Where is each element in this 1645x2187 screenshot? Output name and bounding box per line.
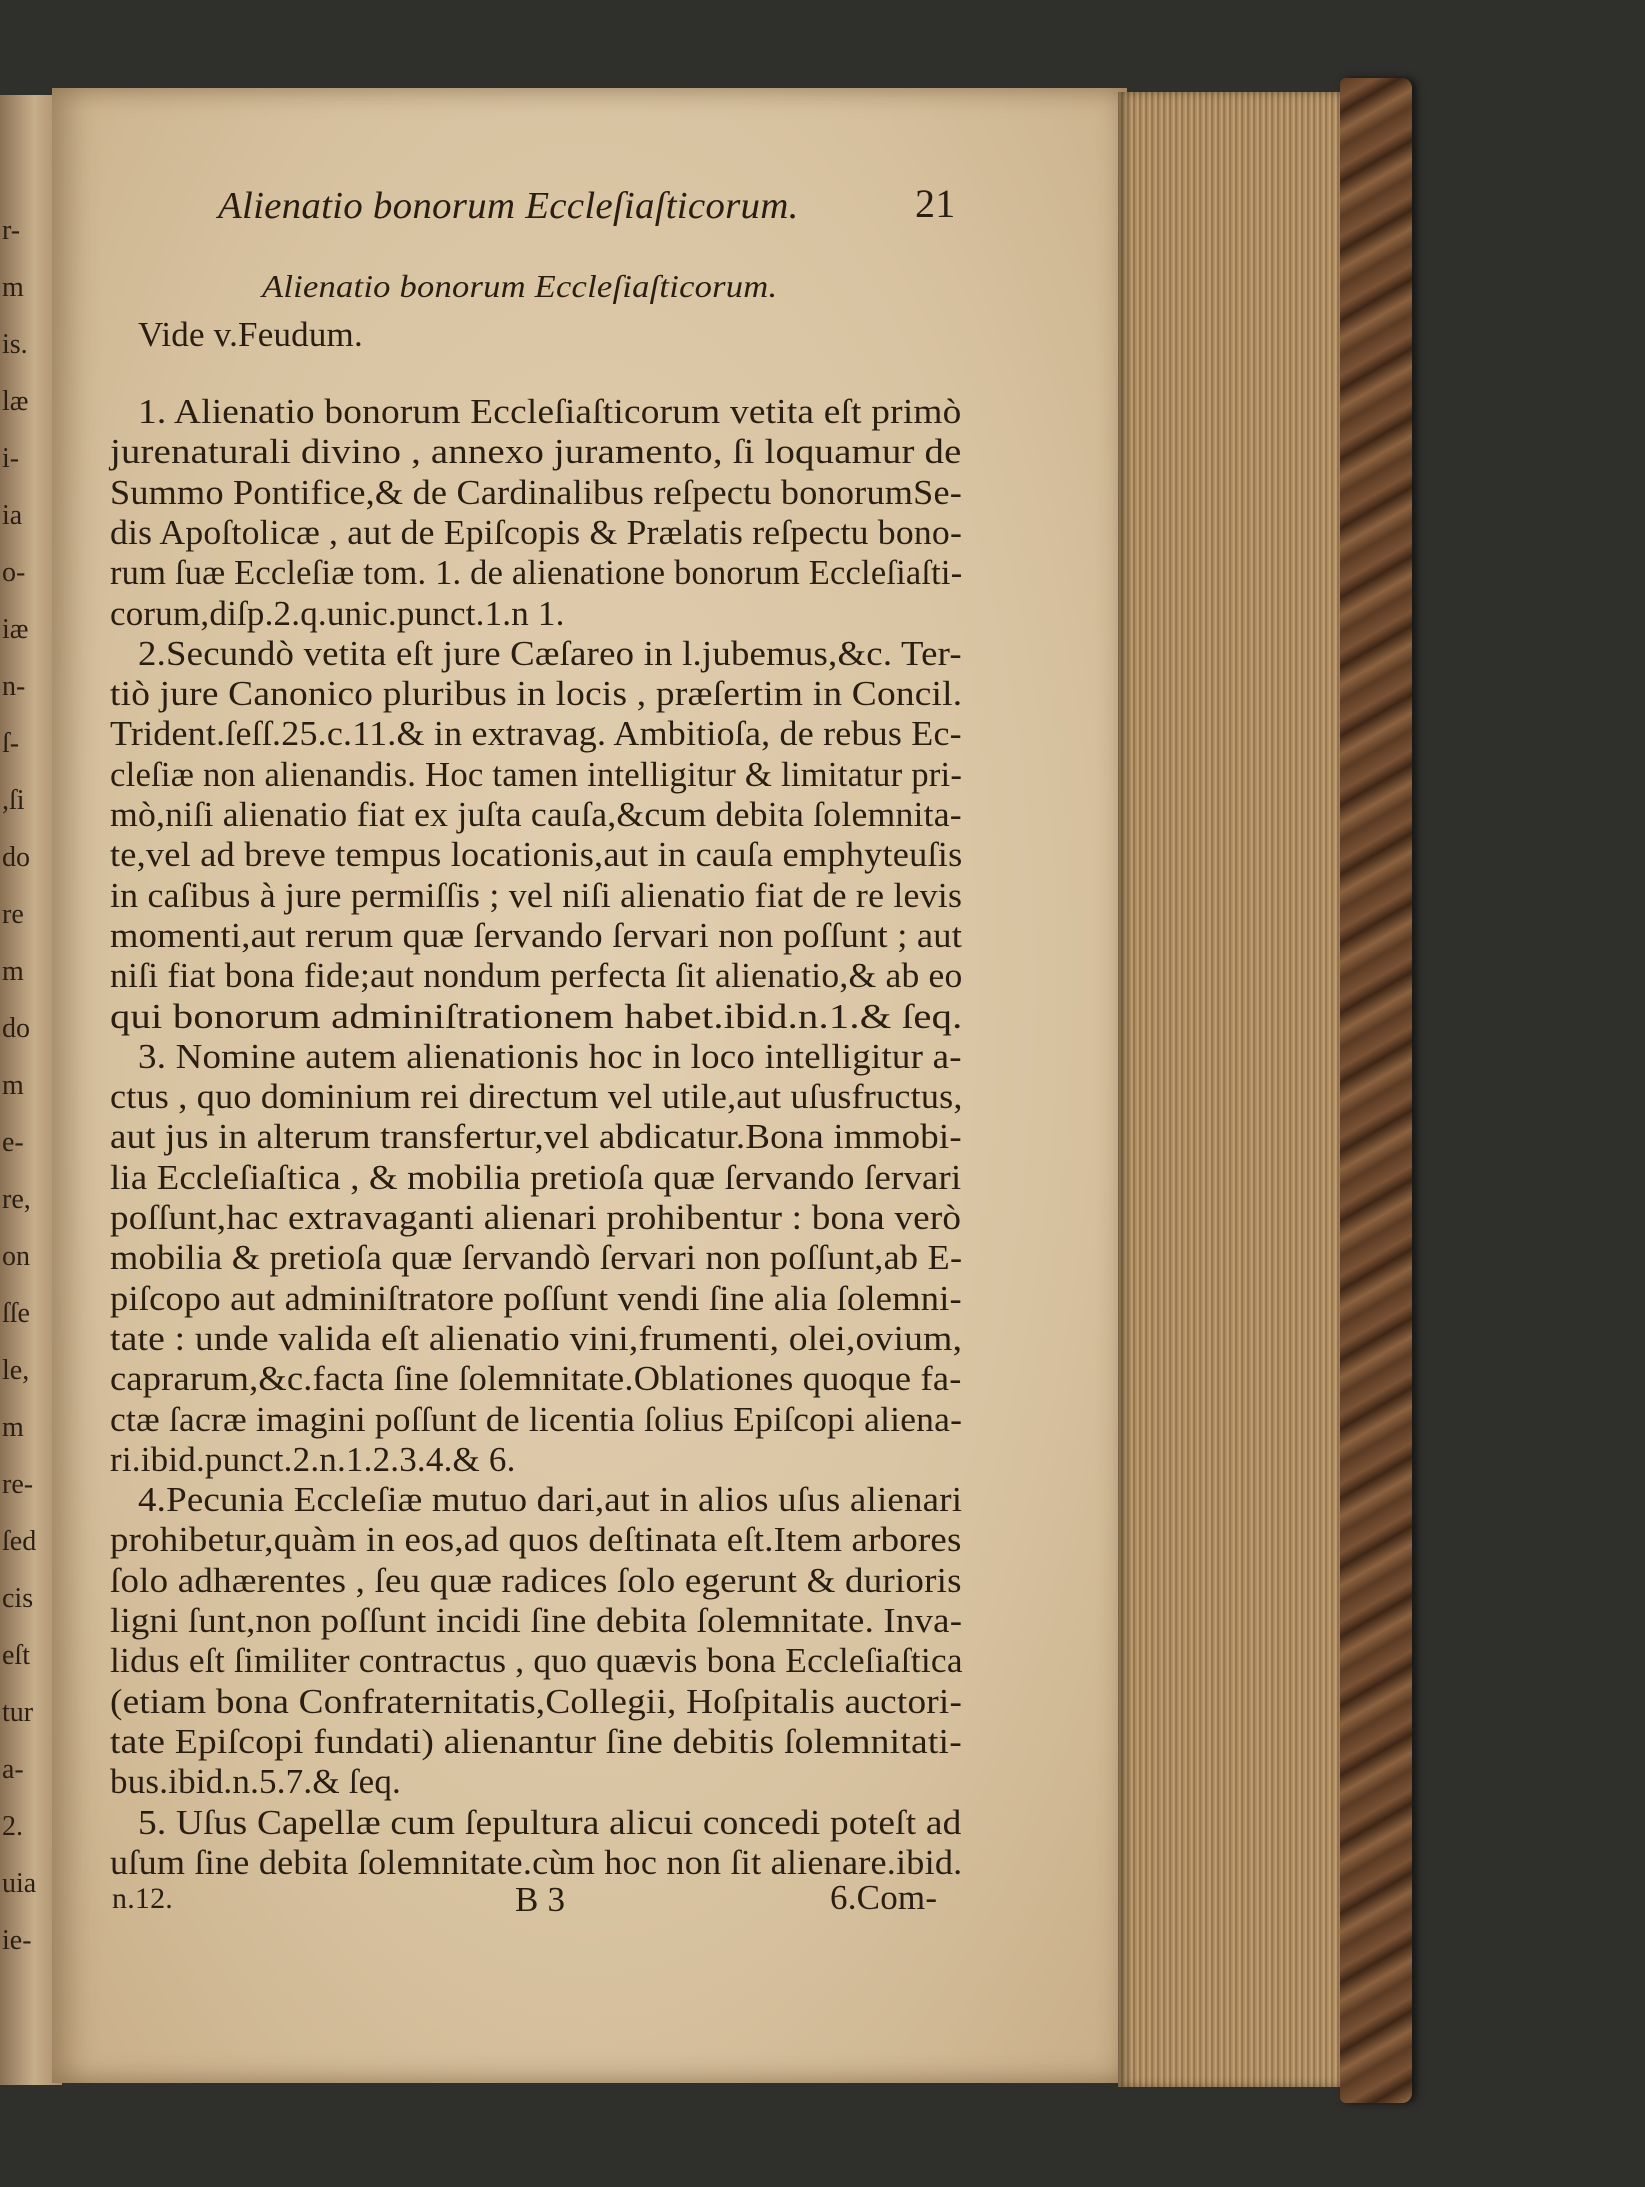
catchword: 6.Com- (830, 1878, 938, 1917)
book-cover (1340, 78, 1412, 2103)
body-line: 5. Uſus Capellæ cum ſepultura alicui concedi poteſt ad (138, 1802, 962, 1842)
left-page-fragment-text: do (2, 1013, 30, 1044)
body-line: Summo Pontifice,& de Cardinalibus reſpectu bonorumSe- (110, 472, 963, 512)
body-line: jurenaturali divino , annexo juramento, ſi loquamur de (110, 432, 962, 472)
body-line: momenti,aut rerum quæ ſervando ſervari non poſſunt ; aut (110, 915, 963, 955)
body-line: 1. Alienatio bonorum Eccleſiaſticorum vetita eſt primò (138, 392, 962, 431)
left-page-fragment-text: læ (2, 386, 29, 417)
body-line: ctæ ſacræ imagini poſſunt de licentia ſolius Epiſcopi aliena- (110, 1399, 963, 1439)
left-page-fragment-text: a- (2, 1754, 24, 1785)
body-line: te,vel ad breve tempus locationis,aut in cauſa emphyteuſis (110, 835, 963, 875)
body-line: ri.ibid.punct.2.n.1.2.3.4.& 6. (110, 1439, 516, 1479)
body-line: ctus , quo dominium rei directum vel utile,aut uſusfructus, (110, 1077, 963, 1117)
left-page-fragment-text: re, (2, 1184, 31, 1215)
left-page-fragment-text: is. (2, 329, 28, 360)
left-page-fragment-text: o- (2, 557, 26, 588)
body-line: corum,diſp.2.q.unic.punct.1.n 1. (110, 593, 565, 633)
left-page-fragment-text: cis (2, 1583, 34, 1614)
body-line: niſi fiat bona fide;aut nondum perfecta ſit alienatio,& ab eo (110, 956, 963, 996)
body-line: 4.Pecunia Eccleſiæ mutuo dari,aut in alios uſus alienari (138, 1480, 963, 1520)
body-line: aut jus in alterum transfertur,vel abdicatur.Bona immobi- (110, 1117, 962, 1157)
left-page-fragment-text: re- (2, 1469, 34, 1500)
body-line: qui bonorum adminiſtrationem habet.ibid.n.1.& ſeq. (110, 996, 963, 1036)
body-line: lidus eſt ſimiliter contractus , quo quævis bona Eccleſiaſtica (110, 1641, 963, 1681)
page-number: 21 (915, 181, 956, 226)
left-page-fragment-text: n- (2, 671, 26, 702)
body-line: rum ſuæ Eccleſiæ tom. 1. de alienatione bonorum Eccleſiaſti- (110, 553, 963, 593)
body-line: prohibetur,quàm in eos,ad quos deſtinata eſt.Item arbores (110, 1520, 962, 1560)
page-edges (1118, 92, 1353, 2087)
body-line: uſum ſine debita ſolemnitate.cùm hoc non ſit alienare.ibid. (110, 1842, 963, 1882)
left-page-fragment-text: iæ (2, 614, 29, 645)
body-line: caprarum,&c.facta ſine ſolemnitate.Oblationes quoque fa- (110, 1359, 962, 1399)
left-page-fragment-text: ſſe (2, 1298, 30, 1329)
left-page-fragment-text: m (2, 1412, 24, 1443)
body-line: tiò jure Canonico pluribus in locis , præſertim in Concil. (110, 674, 963, 714)
body-line: poſſunt,hac extravaganti alienari prohibentur : bona verò (110, 1198, 962, 1237)
section-heading: Alienatio bonorum Eccleſiaſticorum. (262, 268, 778, 304)
see-also: Vide v.Feudum. (138, 315, 363, 354)
body-line: lia Eccleſiaſtica , & mobilia pretioſa quæ ſervando ſervari (110, 1157, 962, 1197)
left-page-fragment-text: ſed (2, 1526, 37, 1557)
body-line: ſolo adhærentes , ſeu quæ radices ſolo egerunt & durioris (110, 1560, 962, 1600)
left-page-fragment-text: ſ- (2, 728, 20, 759)
body-line: 2.Secundò vetita eſt jure Cæſareo in l.jubemus,&c. Ter- (138, 633, 962, 673)
body-line: dis Apoſtolicæ , aut de Epiſcopis & Prælatis reſpectu bono- (110, 512, 963, 552)
left-page-fragment-text: ia (2, 500, 23, 531)
left-page-fragment-text: tur (2, 1697, 34, 1728)
body-line: (etiam bona Confraternitatis,Collegii, Hoſpitalis auctori- (110, 1681, 963, 1721)
left-page-fragment-text: eſt (2, 1640, 30, 1671)
body-line: cleſiæ non alienandis. Hoc tamen intelligitur & limitatur pri- (110, 754, 963, 794)
signature-mark: B 3 (515, 1880, 566, 1919)
body-line: bus.ibid.n.5.7.& ſeq. (110, 1762, 402, 1802)
body-line: mobilia & pretioſa quæ ſervandò ſervari non poſſunt,ab E- (110, 1238, 963, 1278)
running-head-title: Alienatio bonorum Eccleſiaſticorum. (218, 185, 799, 227)
body-line: tate Epiſcopi fundati) alienantur ſine debitis ſolemnitati- (110, 1721, 962, 1761)
left-page-fragment-text: ie- (2, 1925, 32, 1956)
body-line: 3. Nomine autem alienationis hoc in loco intelligitur a- (138, 1036, 962, 1076)
left-page-fragment-text: re (2, 899, 24, 930)
left-page-fragment-text: e- (2, 1127, 24, 1158)
left-page-fragment-text: m (2, 956, 24, 987)
body-line: in caſibus à jure permiſſis ; vel niſi alienatio fiat de re levis (110, 875, 963, 915)
body-line: mò,niſi alienatio fiat ex juſta cauſa,&cum debita ſolemnita- (110, 795, 962, 834)
left-page-fragment-text: r- (2, 215, 21, 246)
footer-reference: n.12. (112, 1882, 173, 1915)
left-page-fragment-text: uia (2, 1868, 37, 1899)
left-page-fragment-text: ,ſi (2, 785, 25, 816)
left-page-fragment-text: do (2, 842, 30, 873)
body-line: ligni ſunt,non poſſunt incidi ſine debita ſolemnitate. Inva- (110, 1601, 963, 1640)
body-line: Trident.ſeſſ.25.c.11.& in extravag. Ambitioſa, de rebus Ec- (110, 714, 962, 754)
left-page-fragment-text: le, (2, 1355, 30, 1386)
left-page-fragment-text: m (2, 272, 24, 303)
left-page-fragment-text: m (2, 1070, 24, 1101)
left-page-fragment-text: 2. (2, 1811, 23, 1842)
left-page-fragment-text: on (2, 1241, 30, 1272)
body-line: piſcopo aut adminiſtratore poſſunt vendi ſine alia ſolemni- (110, 1278, 962, 1318)
body-line: tate : unde valida eſt alienatio vini,frumenti, olei,ovium, (110, 1318, 963, 1358)
left-page-fragment-text: i- (2, 443, 20, 474)
